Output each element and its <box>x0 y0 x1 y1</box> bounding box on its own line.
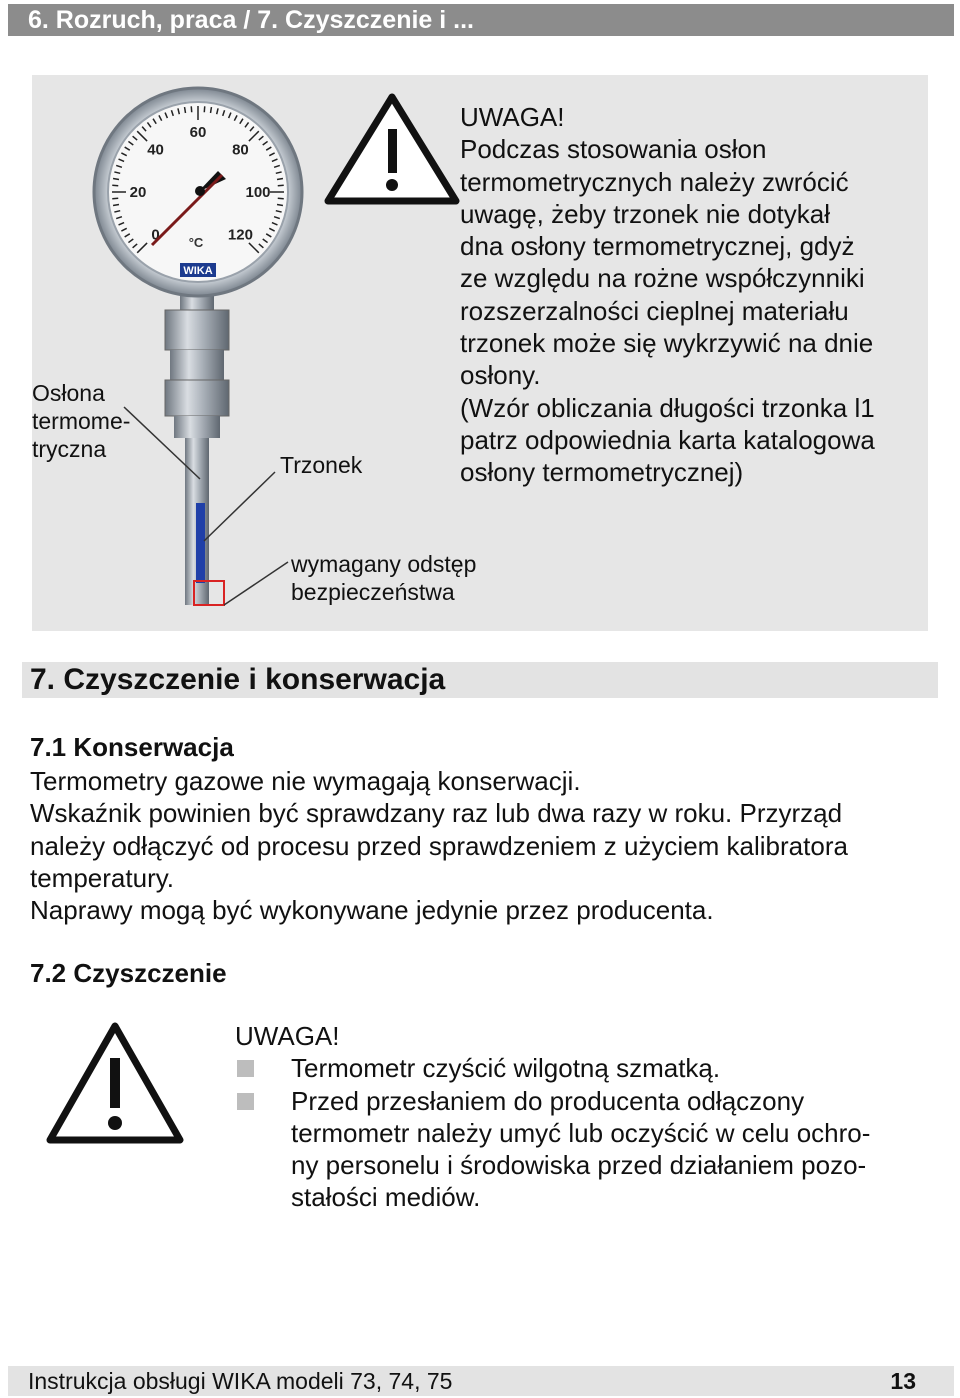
label-odstep-line: bezpieczeństwa <box>291 579 455 605</box>
gauge-scale-label: 80 <box>232 141 249 159</box>
leader-trzonek <box>204 472 275 541</box>
page-header <box>8 4 954 36</box>
thread <box>174 416 220 438</box>
label-oslona <box>32 379 130 463</box>
label-oslona-line: termome- <box>32 408 131 434</box>
leader-odstep <box>224 562 288 605</box>
gauge-scale-label: 0 <box>151 226 160 244</box>
gauge-scale-label: 60 <box>189 124 207 141</box>
stem-marker <box>196 503 205 583</box>
bullet-icon <box>237 1060 254 1077</box>
exclamation-bar <box>388 129 397 173</box>
body-line: temperatury. <box>30 862 175 893</box>
label-odstep-line: wymagany odstęp <box>291 551 477 577</box>
body-line: Wskaźnik powinien być sprawdzany raz lub dwa razy w roku. Przyrząd <box>30 798 843 829</box>
label-oslona-line: tryczna <box>32 436 107 462</box>
warning-line: dna osłony termometrycznej, gdyż <box>460 231 855 262</box>
body-line: Naprawy mogą być wykonywane jedynie przez producenta. <box>30 895 714 926</box>
body-line: należy odłączyć od procesu przed sprawdzeniem z użyciem kalibratora <box>30 830 848 861</box>
warning-line: osłony. <box>460 360 541 391</box>
page-footer <box>8 1366 954 1396</box>
gauge-tick <box>211 107 212 113</box>
label-oslona-line: Osłona <box>32 380 105 406</box>
warning-title: UWAGA! <box>460 102 565 132</box>
warning-line: trzonek może się wykrzywić na dnie <box>460 328 874 359</box>
gauge-scale-label: 100 <box>245 184 271 201</box>
header-title: 6. Rozruch, praca / 7. Czyszczenie i ... <box>28 6 474 34</box>
gauge-unit: °C <box>188 235 204 250</box>
bullet-icon <box>237 1093 254 1110</box>
gauge-scale-label: 120 <box>227 226 253 244</box>
figure-warning <box>460 101 920 489</box>
body-line: Termometry gazowe nie wymagają konserwacji. <box>30 766 581 796</box>
hex-nut-lower <box>165 380 229 416</box>
list-item-line: termometr należy umyć lub oczyścić w celu ochro- <box>291 1117 871 1148</box>
gauge-brand: WIKA <box>183 265 213 277</box>
cleaning-warning-title: UWAGA! <box>235 1021 340 1051</box>
coupling <box>170 350 224 380</box>
list-item-line: ny personelu i środowiska przed działaniem pozo- <box>291 1150 867 1181</box>
list-item <box>235 1085 935 1214</box>
warning-line: termometrycznych należy zwrócić <box>460 166 849 197</box>
gauge-tick <box>277 205 283 206</box>
page-number: 13 <box>890 1368 916 1394</box>
thermometer-figure <box>32 75 928 631</box>
gauge-tick <box>113 205 119 206</box>
subsection-71-title: 7.1 Konserwacja <box>30 732 234 762</box>
warning-line: osłony termometrycznej) <box>460 457 744 488</box>
warning-line: uwagę, żeby trzonek nie dotykał <box>460 198 830 229</box>
subsection-72-title: 7.2 Czyszczenie <box>30 958 227 988</box>
gauge-tick <box>185 107 186 113</box>
list-item-line: Termometr czyścić wilgotną szmatką. <box>291 1053 721 1084</box>
exclamation-dot <box>386 179 398 191</box>
label-trzonek: Trzonek <box>280 452 363 478</box>
warning-line: Podczas stosowania osłon <box>460 134 767 165</box>
gauge-tick <box>113 179 119 180</box>
warning-line: ze względu na rożne współczynniki <box>460 263 865 294</box>
label-odstep <box>291 550 476 606</box>
warning-line: patrz odpowiednia karta katalogowa <box>460 424 875 455</box>
list-item <box>235 1052 935 1084</box>
warning-line: rozszerzalności cieplnej materiału <box>460 295 849 326</box>
gauge-tick <box>277 179 283 180</box>
warning-line: (Wzór obliczania długości trzonka l1 <box>460 392 875 423</box>
subsection-71-body <box>30 765 930 926</box>
warning-icon <box>44 1020 186 1146</box>
list-item-line: Przed przesłaniem do producenta odłączony <box>291 1085 805 1116</box>
section-title: 7. Czyszczenie i konserwacja <box>22 662 938 698</box>
footer-title: Instrukcja obsługi WIKA modeli 73, 74, 75 <box>28 1368 453 1394</box>
list-item-line: stałości mediów. <box>291 1182 481 1213</box>
cleaning-warning <box>235 1020 935 1214</box>
gauge-scale-label: 20 <box>129 184 147 201</box>
gauge-scale-label: 40 <box>147 141 164 159</box>
hex-nut-upper <box>165 310 229 350</box>
needle-hub <box>195 186 205 196</box>
